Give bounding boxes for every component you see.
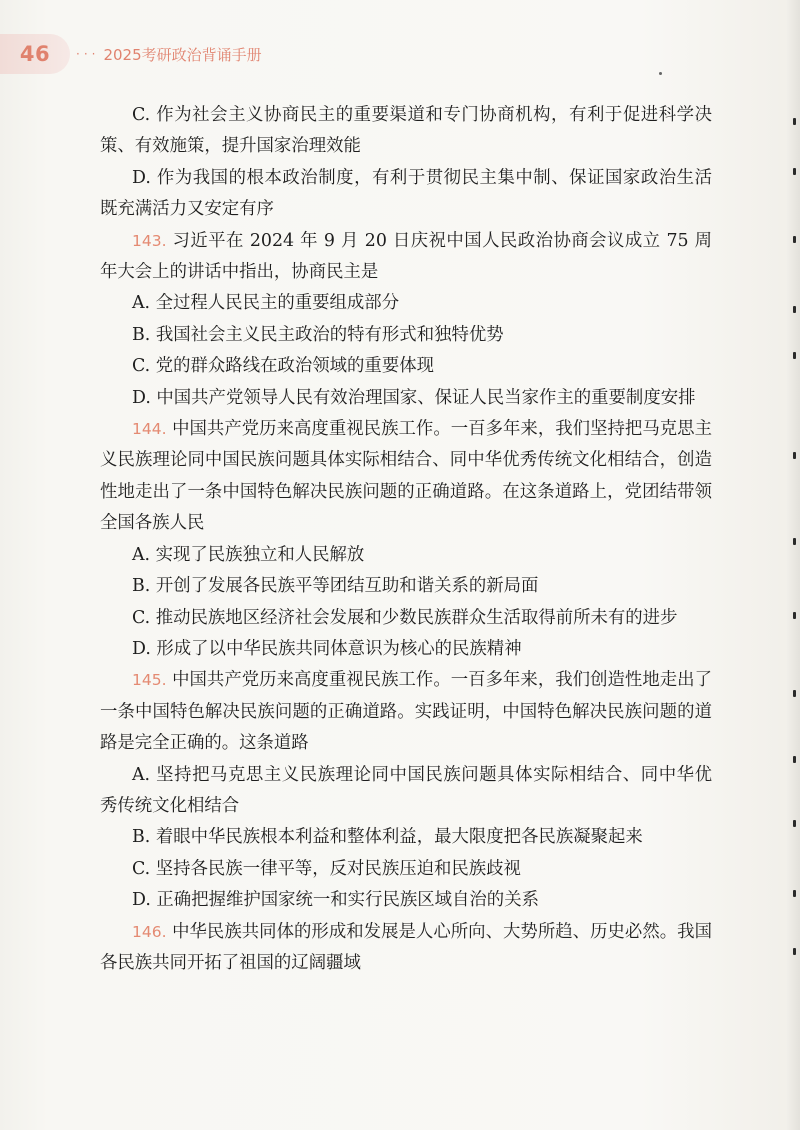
edge-mark [793, 168, 796, 175]
edge-mark [793, 306, 796, 313]
page-edge-shadow [786, 0, 800, 1130]
edge-mark [793, 612, 796, 619]
option-text: C. 党的群众路线在政治领域的重要体现 [132, 356, 434, 377]
question-number: 143. [132, 231, 167, 250]
option-text: B. 开创了发展各民族平等团结互助和谐关系的新局面 [132, 576, 539, 597]
scan-speck [659, 72, 662, 75]
edge-mark [793, 890, 796, 897]
question-number: 144. [132, 420, 167, 439]
question-stem [100, 917, 712, 980]
option-text: A. 坚持把马克思主义民族理论同中国民族问题具体实际相结合、同中华优秀传统文化相结合 [100, 764, 712, 816]
edge-mark [793, 948, 796, 955]
option-text: D. 正确把握维护国家统一和实行民族区域自治的关系 [132, 890, 539, 911]
question-text: 中华民族共同体的形成和发展是人心所向、大势所趋、历史必然。我国各民族共同开拓了祖国的辽阔疆域 [100, 921, 712, 973]
page-number-badge [0, 34, 70, 74]
option-text: C. 推动民族地区经济社会发展和少数民族群众生活取得前所未有的进步 [132, 607, 678, 628]
question-stem [100, 226, 712, 289]
option-text: D. 形成了以中华民族共同体意识为核心的民族精神 [132, 638, 522, 659]
page-body [100, 100, 712, 979]
edge-mark [793, 690, 796, 697]
edge-mark [793, 118, 796, 125]
option-text: C. 坚持各民族一律平等，反对民族压迫和民族歧视 [132, 858, 521, 879]
question-text: 习近平在 2024 年 9 月 20 日庆祝中国人民政治协商会议成立 75 周年大会上的讲话中指出，协商民主是 [100, 230, 712, 283]
option-text: B. 着眼中华民族根本利益和整体利益，最大限度把各民族凝聚起来 [132, 827, 643, 848]
question-stem [100, 414, 712, 540]
edge-mark [793, 352, 796, 359]
option-text: C. 作为社会主义协商民主的重要渠道和专门协商机构，有利于促进科学决策、有效施策，提升国家治理效能 [100, 105, 712, 157]
option-text: A. 实现了民族独立和人民解放 [132, 544, 365, 565]
edge-mark [793, 452, 796, 459]
question-number: 146. [132, 922, 167, 941]
book-title: 2025考研政治背诵手册 [103, 45, 262, 64]
page-header [0, 34, 262, 74]
question-number: 145. [132, 671, 167, 690]
option-text: B. 我国社会主义民主政治的特有形式和独特优势 [132, 324, 504, 345]
edge-mark [793, 538, 796, 545]
edge-mark [793, 236, 796, 243]
question-stem [100, 665, 712, 759]
header-dots: ··· [76, 47, 100, 61]
question-text: 中国共产党历来高度重视民族工作。一百多年来，我们创造性地走出了一条中国特色解决民族问题的正确道路。实践证明，中国特色解决民族问题的道路是完全正确的。这条道路 [100, 670, 712, 754]
question-text: 中国共产党历来高度重视民族工作。一百多年来，我们坚持把马克思主义民族理论同中国民族问题具体实际相结合、同中华优秀传统文化相结合，创造性地走出了一条中国特色解决民族问题的正确道路。在这条道路上，党团结带领全国各族人民 [100, 419, 712, 534]
page-number: 46 [19, 42, 51, 66]
edge-mark [793, 820, 796, 827]
edge-mark [793, 756, 796, 763]
option-text: A. 全过程人民民主的重要组成部分 [132, 293, 400, 314]
option-text: D. 作为我国的根本政治制度，有利于贯彻民主集中制、保证国家政治生活既充满活力又安定有序 [100, 167, 712, 220]
option-text: D. 中国共产党领导人民有效治理国家、保证人民当家作主的重要制度安排 [132, 387, 696, 408]
